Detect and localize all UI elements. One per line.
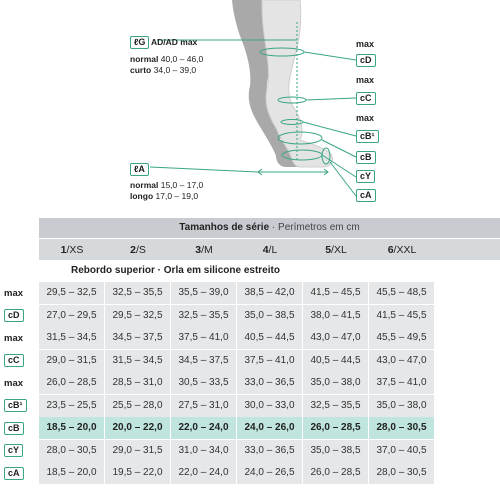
table-cell: 28,0 – 30,5 <box>369 417 434 439</box>
tag-cb1: cB¹ <box>356 130 379 143</box>
table-row <box>0 440 500 462</box>
table-cell: 22,0 – 24,0 <box>171 417 236 439</box>
row-cells <box>39 305 435 327</box>
tag-cb: cB <box>356 151 376 164</box>
table-cell: 29,5 – 32,5 <box>105 305 170 327</box>
size-col-6: 6/XXL <box>387 244 417 256</box>
max-label-b1: max <box>356 113 375 123</box>
table-cell: 35,0 – 38,0 <box>303 372 368 394</box>
row-label <box>0 309 39 322</box>
table-row <box>0 372 500 394</box>
size-col-3: 3/M <box>195 244 213 256</box>
row-cells <box>39 395 435 417</box>
table-row <box>0 327 500 349</box>
table-cell: 32,5 – 35,5 <box>303 395 368 417</box>
length-a-tag: ℓA <box>130 163 149 176</box>
row-cells <box>39 327 435 349</box>
row-tag: cB <box>4 422 24 435</box>
table-cell: 22,0 – 24,0 <box>171 462 236 484</box>
table-row <box>0 305 500 327</box>
table-cell: 28,0 – 30,5 <box>369 462 434 484</box>
table-cell: 38,0 – 41,5 <box>303 305 368 327</box>
row-cells <box>39 440 435 462</box>
table-cell: 37,5 – 41,0 <box>171 327 236 349</box>
row-label <box>0 467 39 480</box>
table-cell: 29,0 – 31,5 <box>105 440 170 462</box>
table-row <box>0 417 500 439</box>
table-cell: 24,0 – 26,0 <box>237 417 302 439</box>
table-cell: 35,0 – 38,0 <box>369 395 434 417</box>
table-cell: 34,5 – 37,5 <box>171 350 236 372</box>
table-cell: 19,5 – 22,0 <box>105 462 170 484</box>
table-cell: 27,5 – 31,0 <box>171 395 236 417</box>
max-label-d: max <box>356 39 375 49</box>
table-cell: 35,0 – 38,5 <box>237 305 302 327</box>
table-cell: 37,5 – 41,0 <box>237 350 302 372</box>
table-cell: 34,5 – 37,5 <box>105 327 170 349</box>
table-cell: 32,5 – 35,5 <box>105 282 170 304</box>
table-cell: 41,5 – 45,5 <box>369 305 434 327</box>
band-label: Rebordo superior · Orla em silicone estreito <box>39 260 500 282</box>
table-cell: 40,5 – 44,5 <box>237 327 302 349</box>
table-cell: 37,0 – 40,5 <box>369 440 434 462</box>
row-cells <box>39 282 435 304</box>
table-header <box>39 218 500 238</box>
length-a-long-label: longo <box>130 191 154 201</box>
table-cell: 41,5 – 45,5 <box>303 282 368 304</box>
row-label <box>0 444 39 457</box>
table-cell: 31,5 – 34,5 <box>39 327 104 349</box>
table-cell: 18,5 – 20,0 <box>39 462 104 484</box>
row-label <box>0 354 39 367</box>
tag-ca: cA <box>356 189 376 202</box>
table-cell: 33,0 – 36,5 <box>237 372 302 394</box>
length-g-normal <box>130 54 203 65</box>
row-tag: cY <box>4 444 23 457</box>
length-g-suffix: AD/AD max <box>151 37 198 47</box>
length-a-long <box>130 191 198 202</box>
table-row <box>0 282 500 304</box>
table-cell: 26,0 – 28,5 <box>39 372 104 394</box>
table-row <box>0 462 500 484</box>
row-max-label: max <box>4 332 24 344</box>
table-row <box>0 395 500 417</box>
tag-cc: cC <box>356 92 376 105</box>
table-cell: 30,0 – 33,0 <box>237 395 302 417</box>
size-col-4: 4/L <box>262 244 278 256</box>
row-tag: cD <box>4 309 24 322</box>
size-col-1: 1/XS <box>60 244 84 256</box>
table-cell: 27,0 – 29,5 <box>39 305 104 327</box>
row-label <box>0 422 39 435</box>
row-cells <box>39 462 435 484</box>
table-cell: 24,0 – 26,5 <box>237 462 302 484</box>
table-cell: 40,5 – 44,5 <box>303 350 368 372</box>
size-header-row <box>39 238 500 260</box>
table-cell: 35,5 – 39,0 <box>171 282 236 304</box>
table-cell: 43,0 – 47,0 <box>303 327 368 349</box>
table-cell: 32,5 – 35,5 <box>171 305 236 327</box>
table-cell: 45,5 – 48,5 <box>369 282 434 304</box>
table-cell: 26,0 – 28,5 <box>303 417 368 439</box>
length-a-normal <box>130 180 203 191</box>
table-cell: 28,0 – 30,5 <box>39 440 104 462</box>
table-cell: 23,5 – 25,5 <box>39 395 104 417</box>
table-cell: 31,0 – 34,0 <box>171 440 236 462</box>
table-cell: 28,5 – 31,0 <box>105 372 170 394</box>
leg-illustration <box>0 0 500 208</box>
table-cell: 29,0 – 31,5 <box>39 350 104 372</box>
table-cell: 29,5 – 32,5 <box>39 282 104 304</box>
row-label <box>0 288 39 299</box>
row-label <box>0 333 39 344</box>
table-cell: 37,5 – 41,0 <box>369 372 434 394</box>
table-title: Tamanhos de série <box>179 222 270 233</box>
table-cell: 20,0 – 22,0 <box>105 417 170 439</box>
table-subtitle: · Perímetros em cm <box>269 222 360 233</box>
table-row <box>0 350 500 372</box>
row-tag: cC <box>4 354 24 367</box>
row-tag: cB¹ <box>4 399 27 412</box>
table-cell: 33,0 – 36,5 <box>237 440 302 462</box>
max-label-c: max <box>356 75 375 85</box>
table-cell: 18,5 – 20,0 <box>39 417 104 439</box>
row-max-label: max <box>4 377 24 389</box>
row-cells <box>39 372 435 394</box>
length-g-normal-label: normal <box>130 54 159 64</box>
tag-cd: cD <box>356 54 376 67</box>
row-label <box>0 399 39 412</box>
row-label <box>0 378 39 389</box>
table-cell: 35,0 – 38,5 <box>303 440 368 462</box>
length-a-normal-range: 15,0 – 17,0 <box>160 180 204 190</box>
table-cell: 30,5 – 33,5 <box>171 372 236 394</box>
row-tag: cA <box>4 467 24 480</box>
table-cell: 38,5 – 42,0 <box>237 282 302 304</box>
table-cell: 31,5 – 34,5 <box>105 350 170 372</box>
row-max-label: max <box>4 287 24 299</box>
size-col-2: 2/S <box>130 244 146 256</box>
tag-cy: cY <box>356 170 375 183</box>
table-cell: 45,5 – 49,5 <box>369 327 434 349</box>
length-g-tag: ℓG <box>130 36 149 49</box>
length-g-short-label: curto <box>130 65 152 75</box>
size-col-5: 5/XL <box>325 244 347 256</box>
length-a-normal-label: normal <box>130 180 159 190</box>
row-cells <box>39 350 435 372</box>
leg-measurement-diagram <box>0 0 500 208</box>
length-g-short <box>130 65 196 76</box>
length-a-long-range: 17,0 – 19,0 <box>155 191 199 201</box>
size-table <box>39 218 500 282</box>
table-cell: 25,5 – 28,0 <box>105 395 170 417</box>
row-cells <box>39 417 435 439</box>
length-g-short-range: 34,0 – 39,0 <box>153 65 197 75</box>
table-cell: 43,0 – 47,0 <box>369 350 434 372</box>
table-cell: 26,0 – 28,5 <box>303 462 368 484</box>
length-g-normal-range: 40,0 – 46,0 <box>160 54 204 64</box>
